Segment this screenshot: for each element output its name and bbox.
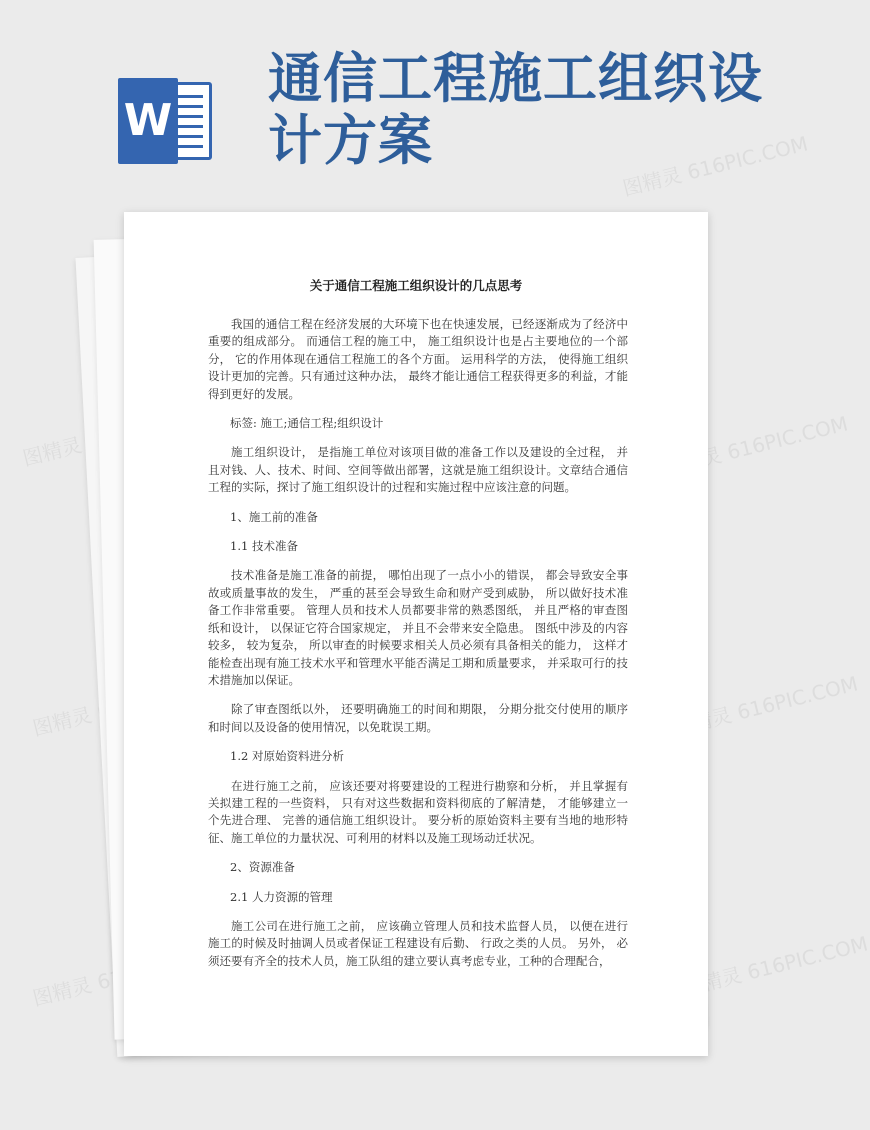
watermark: 图精灵 616PIC.COM: [670, 671, 861, 741]
subsection-heading: 1.2 对原始资料进分析: [230, 749, 344, 764]
subsection-heading: 2.1 人力资源的管理: [230, 889, 333, 904]
document-title: 关于通信工程施工组织设计的几点思考: [309, 278, 523, 293]
watermark: 图精灵: [30, 972, 95, 1011]
keywords: 标签: 施工;通信工程;组织设计: [230, 416, 384, 431]
watermark: 图精灵 616PIC.COM: [660, 411, 851, 481]
section-heading: 1、施工前的准备: [230, 509, 318, 524]
paragraph: 我国的通信工程在经济发展的大环境下也在快速发展，已经逐渐成为了经济中重要的组成部分。 而通信工程的施工中， 施工组织设计也是占主要地位的一个部分， 它的作用体现在通信工程施工的各个方面。 运用科学的方法， 使得施工组织设计更加的完善。只有通过这种办法， 最终才能让通信工程获得更多的利益，才能得到更好的发展。: [208, 317, 628, 401]
paragraph: 施工公司在进行施工之前， 应该确立管理人员和技术监督人员， 以便在进行施工的时候及时抽调人员或者保证工程建设有后勤、 行政之类的人员。 另外， 必须还要有齐全的技术人员，施工队组的建立要认真考虑专业，工种的合理配合，: [208, 918, 628, 968]
paragraph: 施工组织设计， 是指施工单位对该项目做的准备工作以及建设的全过程， 并且对钱、人、技术、时间、空间等做出部署，这就是施工组织设计。文章结合通信工程的实际，探讨了施工组织设计的过程和实施过程中应该注意的问题。: [208, 445, 628, 495]
header: [0, 0, 800, 200]
paragraph: 除了审查图纸以外， 还要明确施工的时间和期限， 分期分批交付使用的顺序和时间以及设备的使用情况，以免耽误工期。: [208, 702, 628, 734]
watermark: 图精灵 616PIC.COM: [620, 131, 811, 201]
page-title: 通信工程施工组织设计方案: [268, 47, 763, 172]
watermark: 图精灵: [30, 702, 95, 741]
paragraph: 在进行施工之前， 应该还要对将要建设的工程进行勘察和分析， 并且掌握有关拟建工程的一些资料， 只有对这些数据和资料彻底的了解清楚， 才能够建立一个先进合理、 完善的通信施工组织设计。 要分析的原始资料主要有当地的地形特征、施工单位的力量状况、可利用的材料以及施工现场动迁状况。: [208, 778, 628, 845]
document-page: [124, 212, 708, 1056]
word-letter: W: [118, 78, 178, 164]
word-icon: [118, 78, 218, 164]
subsection-heading: 1.1 技术准备: [230, 539, 298, 554]
paragraph: 技术准备是施工准备的前提， 哪怕出现了一点小小的错误， 都会导致安全事故或质量事故的发生， 严重的甚至会导致生命和财产受到威胁， 所以做好技术准备工作非常重要。 管理人员和技术人员都要非常的熟悉图纸， 并且严格的审查图纸和设计， 以保证它符合国家规定， 并且不会带来安全隐患。 图纸中涉及的内容较多， 较为复杂， 所以审查的时候要求相关人员必须有具备相关的能力， 这样才能检查出现有施工技术水平和管理水平能否满足工期和质量要求， 并采取可行的技术措施加以保证。: [208, 568, 628, 687]
watermark: 图精灵 616PIC.COM: [680, 931, 870, 1001]
section-heading: 2、资源准备: [230, 860, 295, 875]
document-body: [208, 316, 628, 982]
watermark: 图精灵: [20, 432, 85, 471]
